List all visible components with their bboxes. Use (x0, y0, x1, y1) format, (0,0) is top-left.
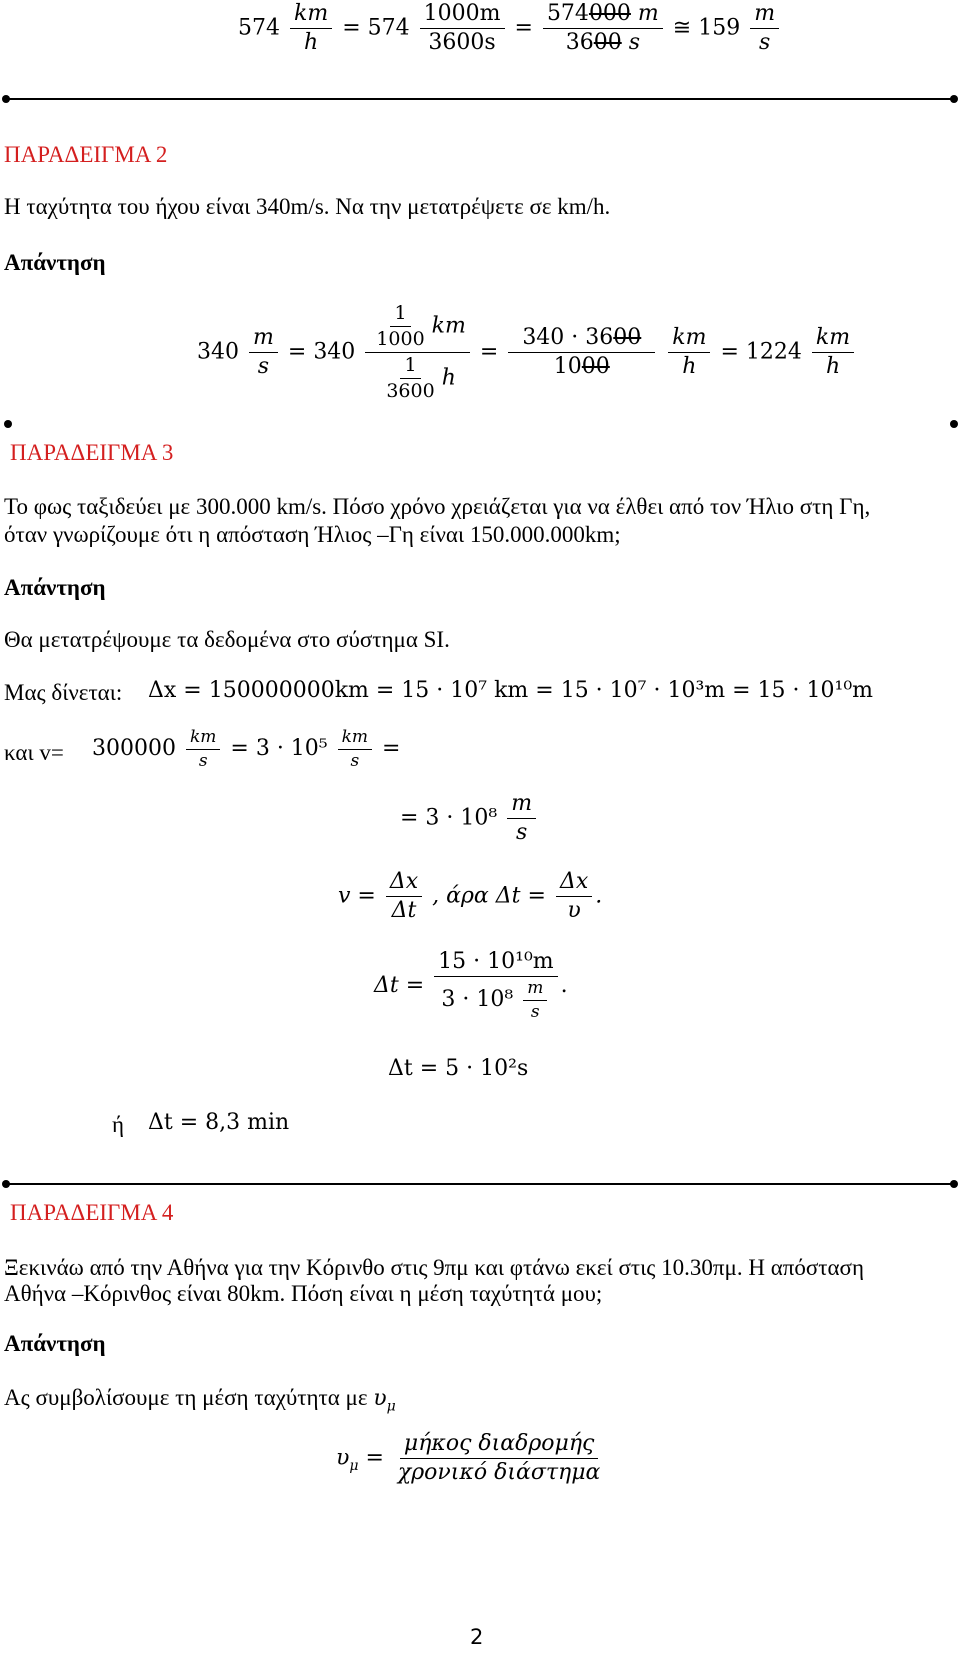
page-number: 2 (470, 1625, 484, 1649)
divider-dot-right (950, 420, 958, 428)
example-3-heading: ΠΑΡΑΔΕΙΓΜΑ 3 (10, 440, 174, 465)
velocity-formula: v = $\frac{\Delta x}{\Delta t}$ , άρα Δt = $\frac{\Delta x}{\upsilon}$ . (338, 869, 603, 924)
example-3-question-line2: όταν γνωρίζουμε ότι η απόσταση Ήλιος –Γη είναι 150.000.000km; (4, 522, 621, 547)
equation-top: 574 $\frac{km}{h}$ = 574 $\frac{1000m}{3600s}$ = $\frac{574000 m}{3600 s}$ ≅ 159 $\frac{m}{s}$ (238, 2, 782, 55)
v-label: και v= (4, 740, 64, 765)
example-3-question-line1: Το φως ταξιδεύει με 300.000 km/s. Πόσο χρόνο χρειάζεται για να έλθει από τον Ήλιο στη Γη, (4, 494, 871, 519)
divider-line (6, 98, 954, 100)
given-label: Μας δίνεται: (4, 680, 123, 705)
time-result: Δt = 5 · 10²s (388, 1056, 529, 1081)
divider-dot-right (950, 95, 958, 103)
example-4-question-line2: Αθήνα –Κόρινθος είναι 80km. Πόση είναι η μέση ταχύτητά μου; (4, 1281, 603, 1306)
example-3-si-line: Θα μετατρέψουμε τα δεδομένα στο σύστημα SI. (4, 627, 450, 652)
time-minutes: Δt = 8,3 min (148, 1110, 290, 1135)
mean-speed-formula: $\upsilon_\mu$ = $\frac{\text{μήκος διαδρομής}}{\text{χρονικό διάστημα}}$ (336, 1431, 601, 1486)
example-2-heading: ΠΑΡΑΔΕΙΓΜΑ 2 (4, 142, 168, 167)
divider-dot-right (950, 1180, 958, 1188)
symbol-line: Ας συμβολίσουμε τη μέση ταχύτητα με $\upsilon_\mu$ (4, 1385, 396, 1415)
or-label: ή (112, 1112, 125, 1137)
example-4-heading: ΠΑΡΑΔΕΙΓΜΑ 4 (10, 1200, 174, 1225)
example-4-question-line1: Ξεκινάω από την Αθήνα για την Κόρινθο στις 9πμ και φτάνω εκεί στις 10.30πμ. Η απόσταση (4, 1255, 864, 1280)
divider-line (6, 1183, 954, 1185)
time-fraction: Δt = 15 · 10¹⁰m 3 · 10⁸ $\frac{m}{s}$ . (374, 949, 568, 1022)
example-3-answer-label: Απάντηση (4, 575, 106, 600)
distance-expression: Δx = 150000000km = 15 · 10⁷ km = 15 · 10⁷ · 10³m = 15 · 10¹⁰m (148, 678, 874, 703)
velocity-result: = 3 · 10⁸ $\frac{m}{s}$ (400, 792, 539, 845)
divider-dot-left (4, 420, 12, 428)
example-2-question: Η ταχύτητα του ήχου είναι 340m/s. Να την μετατρέψετε σε km/h. (4, 194, 611, 219)
example-4-answer-label: Απάντηση (4, 1331, 106, 1356)
velocity-expression: 300000 $\frac{km}{s}$ = 3 · 10⁵ $\frac{km}{s}$ = (92, 727, 401, 771)
example-2-answer-label: Απάντηση (4, 250, 106, 275)
example-2-equation: 340 $\frac{m}{s}$ = 340 $\frac{1}{1000}$ km $\frac{1}{3600}$ h = $\frac{340 \cdot 3600}{1000}$ $\frac{km}{h}$ = 1224 $\frac{km}{h}$ (197, 303, 857, 402)
